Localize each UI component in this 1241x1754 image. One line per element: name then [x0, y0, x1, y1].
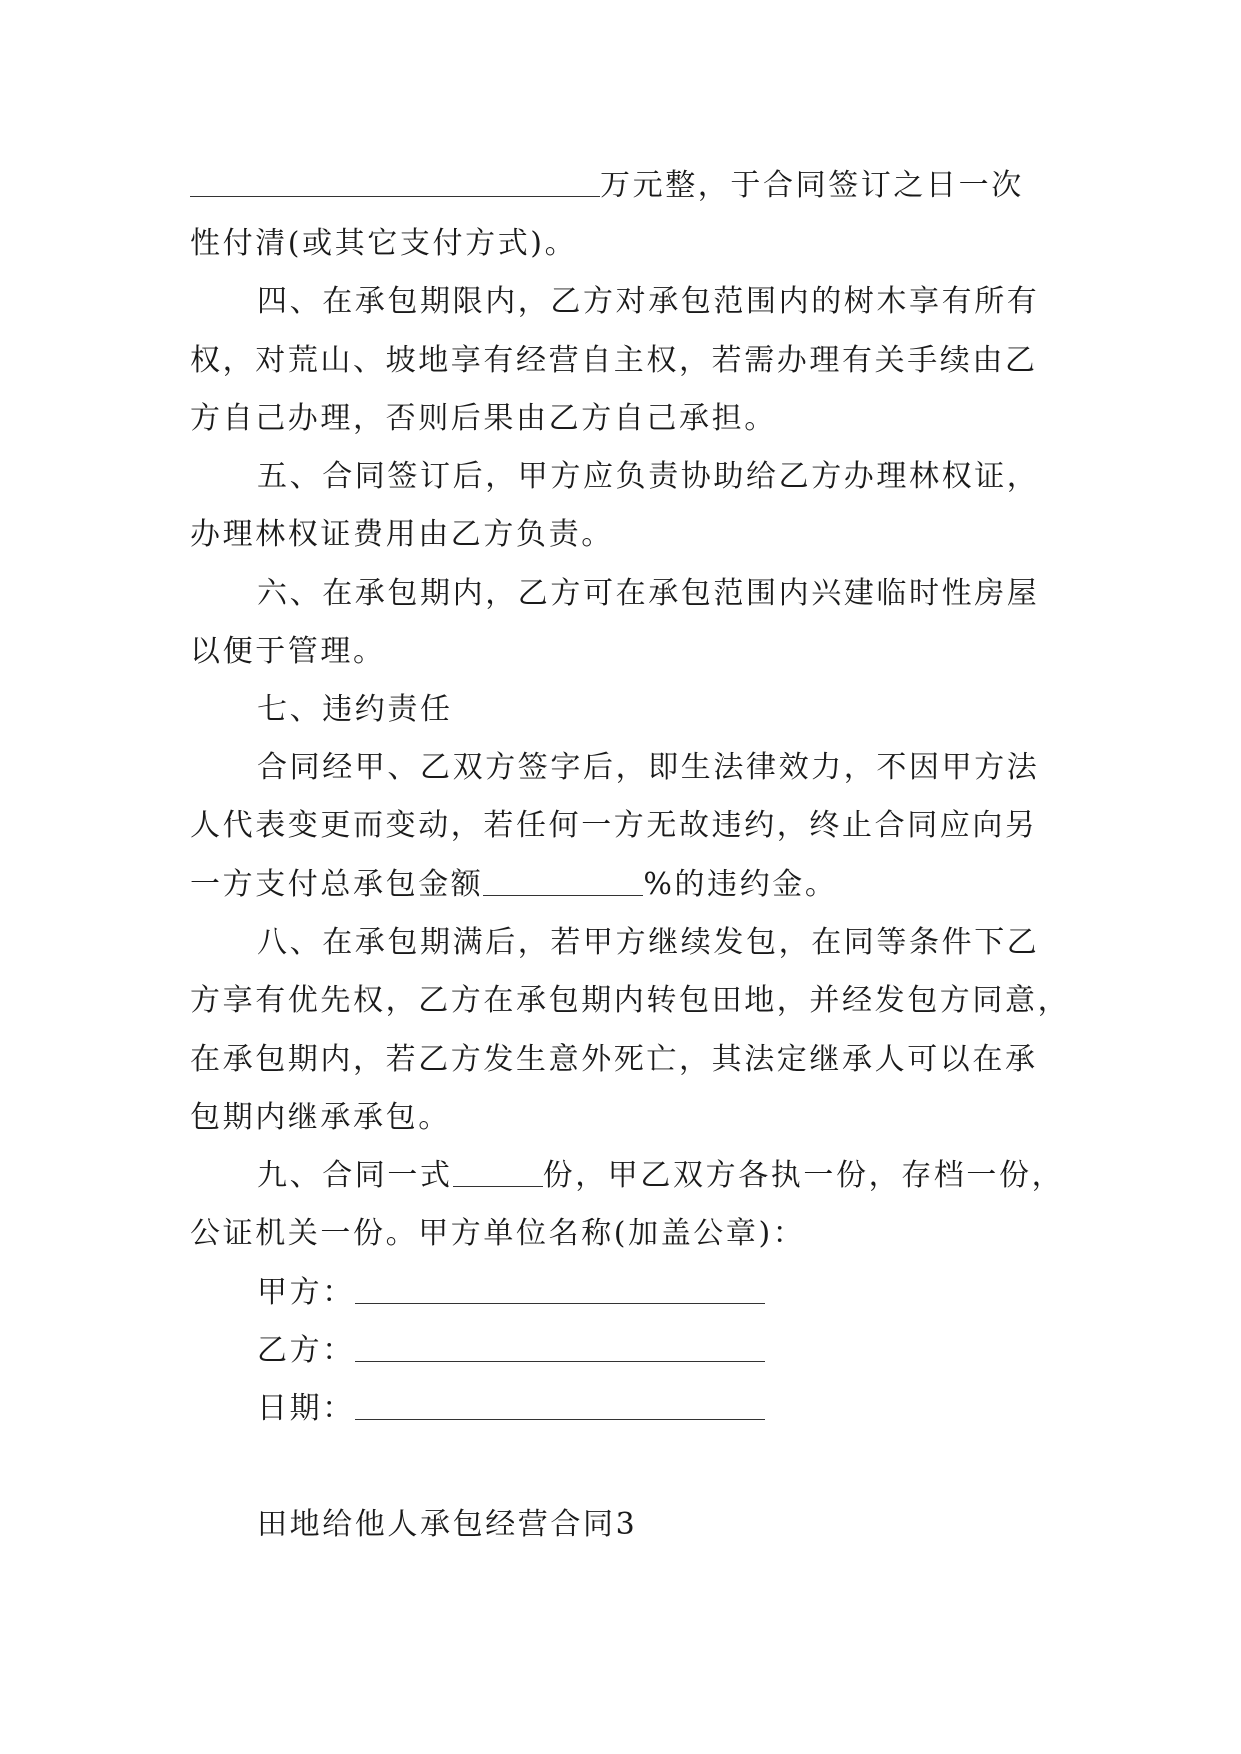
blank-party-a: [355, 1273, 765, 1304]
text-line-11: 合同经甲、乙双方签字后，即生法律效力，不因甲方法: [257, 750, 1040, 785]
clause-6-heading: 六、在承包期内，乙方可在承包范围内兴建临时性房屋: [257, 576, 1040, 611]
blank-copies: [453, 1156, 543, 1187]
clause-9-heading: 九、合同一式 份，甲乙双方各执一份，存档一份，: [257, 1158, 1065, 1193]
text-line-9: 以便于管理。: [190, 634, 386, 669]
text-line-12: 人代表变更而变动，若任何一方无故违约，终止合同应向另: [190, 808, 1038, 843]
clause-5-heading: 五、合同签订后，甲方应负责协助给乙方办理林权证，: [257, 459, 1040, 494]
text-line-2: 性付清(或其它支付方式)。: [190, 226, 578, 261]
blank-date: [355, 1389, 765, 1420]
blank-party-b: [355, 1331, 765, 1362]
text-line-15: 方享有优先权，乙方在承包期内转包田地，并经发包方同意，: [190, 983, 1071, 1018]
next-contract-title: 田地给他人承包经营合同3: [257, 1507, 638, 1542]
clause-8-heading: 八、在承包期满后，若甲方继续发包，在同等条件下乙: [257, 925, 1040, 960]
clause-7-heading: 七、违约责任: [257, 692, 453, 727]
text-line-7: 办理林权证费用由乙方负责。: [190, 517, 614, 552]
text-line-4: 权，对荒山、坡地享有经营自主权，若需办理有关手续由乙: [190, 343, 1038, 378]
blank-penalty-percent: [483, 865, 643, 896]
text-line-1: 万元整，于合同签订之日一次: [190, 166, 1024, 206]
party-b-signature-line: 乙方：: [257, 1331, 765, 1371]
text-line-13: 一方支付总承包金额 %的违约金。: [190, 867, 838, 902]
blank-amount: [190, 166, 600, 197]
text-line-5: 方自己办理，否则后果由乙方自己承担。: [190, 401, 777, 436]
clause-4-heading: 四、在承包期限内，乙方对承包范围内的树木享有所有: [257, 284, 1040, 319]
text-line-19: 公证机关一份。甲方单位名称(加盖公章)：: [190, 1216, 806, 1251]
date-signature-line: 日期：: [257, 1389, 765, 1429]
text-line-16: 在承包期内，若乙方发生意外死亡，其法定继承人可以在承: [190, 1042, 1038, 1077]
party-a-signature-line: 甲方：: [257, 1273, 765, 1313]
text-line-17: 包期内继承承包。: [190, 1100, 451, 1135]
